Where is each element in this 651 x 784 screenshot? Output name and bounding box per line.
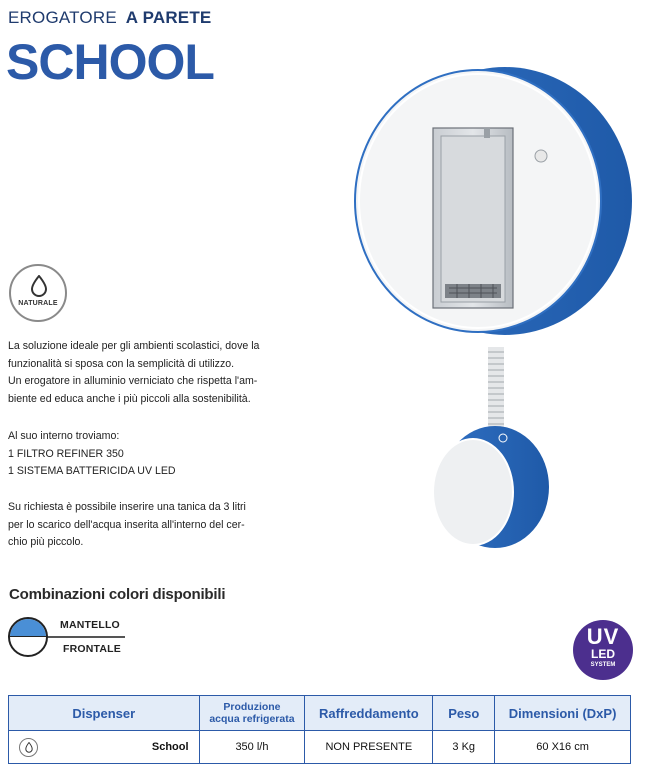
uv-text: UV <box>586 624 620 649</box>
table-header-row <box>9 696 631 731</box>
small-disc-face <box>433 439 513 545</box>
naturale-label: NATURALE <box>18 300 58 307</box>
cell-dimensions: 60 X16 cm <box>495 731 631 764</box>
col-dispenser: Dispenser <box>9 696 200 731</box>
description-paragraph-2: Al suo interno troviamo: 1 FILTRO REFINER 350 1 SISTEMA BATTERICIDA UV LED <box>8 430 176 477</box>
naturale-badge <box>9 264 67 322</box>
page-title: SCHOOL <box>6 34 214 90</box>
spec-table <box>8 695 631 764</box>
col-weight: Peso <box>433 696 495 731</box>
col-dimensions: Dimensioni (DxP) <box>495 696 631 731</box>
cell-dispenser: School <box>9 731 200 764</box>
frontale-label: FRONTALE <box>63 643 121 655</box>
table-row <box>9 731 631 764</box>
connection-hose <box>488 347 504 437</box>
water-drop-icon <box>30 275 48 297</box>
uv-led-badge <box>573 620 633 680</box>
col-cooling: Raffreddamento <box>305 696 433 731</box>
product-image <box>345 60 635 580</box>
color-swatch <box>8 617 48 657</box>
led-text: LED <box>591 647 615 661</box>
mantello-label: MANTELLO <box>60 619 120 631</box>
description-paragraph-3: Su richiesta è possibile inserire una tanica da 3 litri per lo scarico dell'acqua inserita all'interno del cer- chio più piccolo. <box>8 501 246 548</box>
cell-cooling: NON PRESENTE <box>305 731 433 764</box>
category-light: EROGATORE <box>8 8 117 27</box>
colors-section-title: Combinazioni colori disponibili <box>9 586 226 603</box>
cell-production: 350 l/h <box>199 731 305 764</box>
swatch-mantello <box>10 619 46 637</box>
water-drop-icon <box>19 738 38 757</box>
col-production: Produzione acqua refrigerata <box>199 696 305 731</box>
category-bold: A PARETE <box>125 8 212 27</box>
system-text: SYSTEM <box>590 662 616 668</box>
push-button <box>535 150 547 162</box>
cell-weight: 3 Kg <box>433 731 495 764</box>
product-category <box>8 8 211 28</box>
description-paragraph-1: La soluzione ideale per gli ambienti scolastici, dove la funzionalità si sposa con la semplicità di utilizzo. Un erogatore in alluminio verniciato che rispetta l'am- biente ed educa anche i più piccoli alla sostenibilità. <box>8 340 260 405</box>
